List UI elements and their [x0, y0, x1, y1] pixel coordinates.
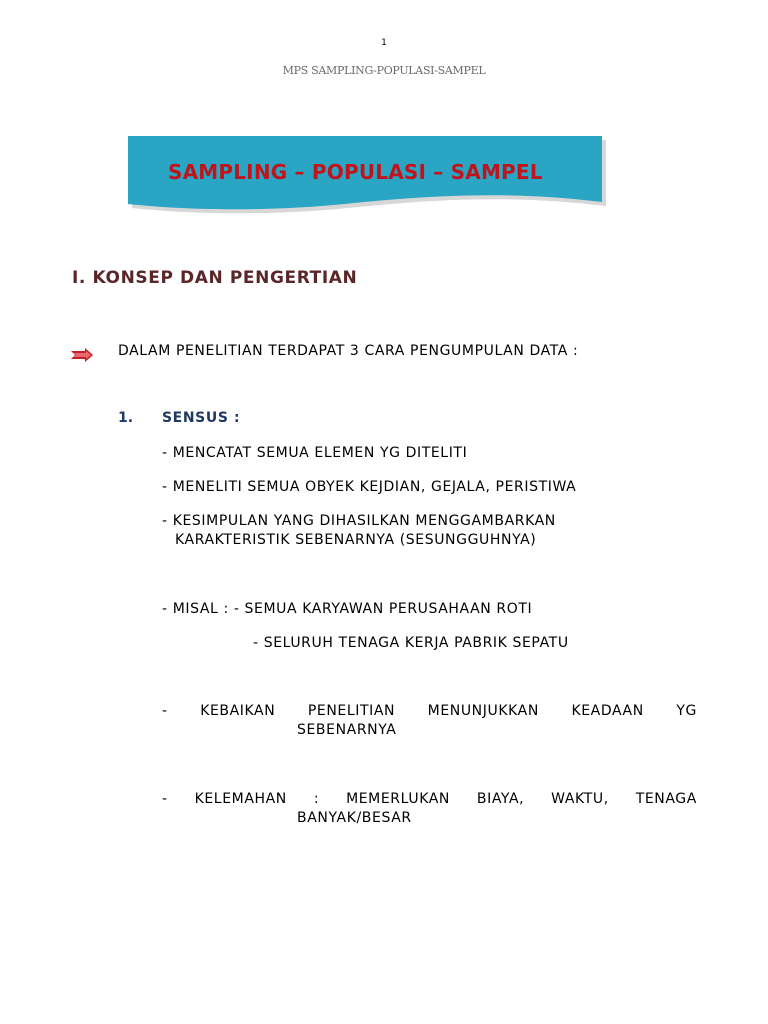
intro-text: DALAM PENELITIAN TERDAPAT 3 CARA PENGUMPULAN DATA : [118, 343, 579, 359]
title-banner [128, 136, 606, 216]
list-item: - MENCATAT SEMUA ELEMEN YG DITELITI [162, 445, 468, 461]
item-number: 1. [118, 410, 134, 426]
list-item: - MENELITI SEMUA OBYEK KEJDIAN, GEJALA, PERISTIWA [162, 479, 577, 495]
page-number: 1 [381, 38, 387, 48]
list-item: - MISAL : - SEMUA KARYAWAN PERUSAHAAN ROTI [162, 601, 533, 617]
word: - [162, 703, 168, 719]
word: MEMERLUKAN [346, 791, 450, 807]
word: MENUNJUKKAN [427, 703, 539, 719]
list-item-continuation: SEBENARNYA [297, 722, 397, 738]
list-item-continuation: BANYAK/BESAR [297, 810, 412, 826]
list-item-continuation: KARAKTERISTIK SEBENARNYA (SESUNGGUHNYA) [175, 532, 537, 548]
list-item: - KESIMPULAN YANG DIHASILKAN MENGGAMBARKAN [162, 513, 556, 529]
list-item-justified [162, 703, 697, 719]
word: PENELITIAN [307, 703, 396, 719]
list-item-continuation: - SELURUH TENAGA KERJA PABRIK SEPATU [253, 635, 569, 651]
word: TENAGA [635, 791, 697, 807]
banner-title: SAMPLING – POPULASI – SAMPEL [168, 160, 543, 184]
word: WAKTU, [551, 791, 609, 807]
item-title: SENSUS : [162, 410, 241, 426]
running-header: MPS SAMPLING-POPULASI-SAMPEL [282, 64, 486, 77]
word: YG [676, 703, 697, 719]
word: KELEMAHAN [194, 791, 287, 807]
section-heading: I. KONSEP DAN PENGERTIAN [72, 268, 358, 288]
list-item-justified [162, 791, 697, 807]
word: BIAYA, [476, 791, 525, 807]
word: KEADAAN [571, 703, 644, 719]
word: KEBAIKAN [200, 703, 276, 719]
word: - [162, 791, 168, 807]
arrow-bullet-icon [70, 348, 94, 362]
word: : [313, 791, 320, 807]
